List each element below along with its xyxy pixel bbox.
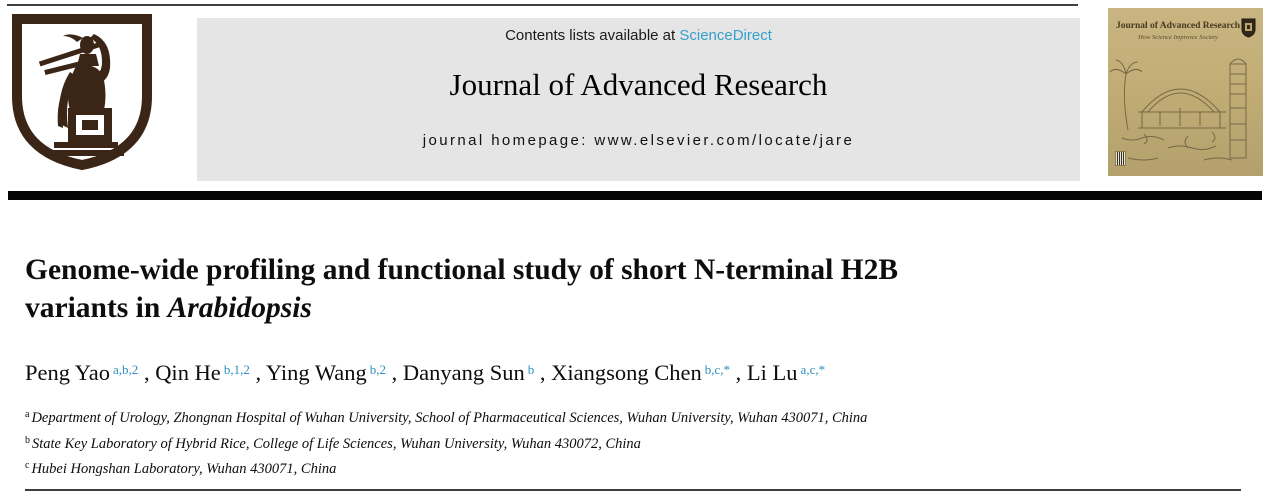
journal-masthead: [197, 18, 1080, 181]
article-title-species-italic: Arabidopsis: [167, 292, 312, 324]
author-line: [25, 360, 1125, 386]
journal-cover-thumbnail: [1108, 8, 1263, 176]
author-name: Qin He: [155, 360, 221, 385]
author: [747, 360, 825, 385]
author-affiliation-superscript: a,c,*: [800, 362, 826, 377]
affiliation-list: [25, 404, 1125, 481]
author-name: Peng Yao: [25, 360, 111, 385]
affiliation-superscript: c: [25, 460, 30, 471]
author: [155, 360, 250, 385]
journal-title: Journal of Advanced Research: [449, 67, 828, 102]
cover-shield-icon: [1241, 18, 1256, 38]
author: [403, 360, 534, 385]
cover-journal-title: Journal of Advanced Research: [1115, 21, 1241, 31]
author-separator: ,: [735, 360, 747, 385]
affiliation-superscript: b: [25, 434, 30, 446]
journal-homepage-line: journal homepage: www.elsevier.com/locate/jare: [422, 132, 855, 149]
article-title-line2: variants in: [25, 292, 168, 324]
author-separator: ,: [539, 360, 552, 385]
publisher-shield-logo: [8, 12, 156, 172]
author-affiliation-superscript: b,1,2: [223, 362, 250, 377]
affiliation-item: [25, 455, 1125, 481]
affiliation-text: Hubei Hongshan Laboratory, Wuhan 430071, China: [31, 461, 337, 477]
separator-bar: [8, 191, 1262, 200]
author-separator: ,: [391, 360, 403, 385]
top-rule: [7, 4, 1078, 6]
affiliation-text: State Key Laboratory of Hybrid Rice, College of Life Sciences, Wuhan University, Wuhan 430072, China: [32, 435, 641, 452]
author: [266, 360, 386, 385]
affiliation-superscript: a: [25, 409, 30, 420]
author-name: Xiangsong Chen: [551, 360, 702, 385]
affiliation-text: Department of Urology, Zhongnan Hospital of Wuhan University, School of Pharmaceutical Sciences, Wuhan University, Wuhan 430071, China: [31, 410, 868, 426]
author-affiliation-superscript: b,c,*: [704, 362, 731, 377]
author-name: Ying Wang: [265, 360, 367, 385]
article-title-line1: Genome-wide profiling and functional study of short N-terminal H2B: [25, 254, 899, 286]
affiliation-item: [25, 430, 1125, 456]
cover-barcode: [1115, 151, 1126, 166]
author-affiliation-superscript: a,b,2: [113, 362, 139, 377]
affiliation-item: [25, 404, 1125, 430]
author-name: Li Lu: [746, 360, 798, 385]
author: [551, 360, 730, 385]
author-separator: ,: [255, 360, 266, 385]
author: [25, 360, 138, 385]
author-name: Danyang Sun: [402, 360, 525, 385]
author-separator: ,: [143, 360, 156, 385]
contents-line-prefix: Contents lists available at: [505, 27, 680, 44]
author-affiliation-superscript: b: [527, 362, 535, 377]
author-affiliation-superscript: b,2: [369, 362, 387, 377]
cover-journal-subtitle: How Science Improves Society: [1138, 34, 1218, 41]
contents-line: [197, 18, 1080, 44]
footnote-rule: [25, 489, 1241, 491]
sciencedirect-link[interactable]: ScienceDirect: [679, 27, 772, 44]
article-title: [25, 251, 1075, 327]
